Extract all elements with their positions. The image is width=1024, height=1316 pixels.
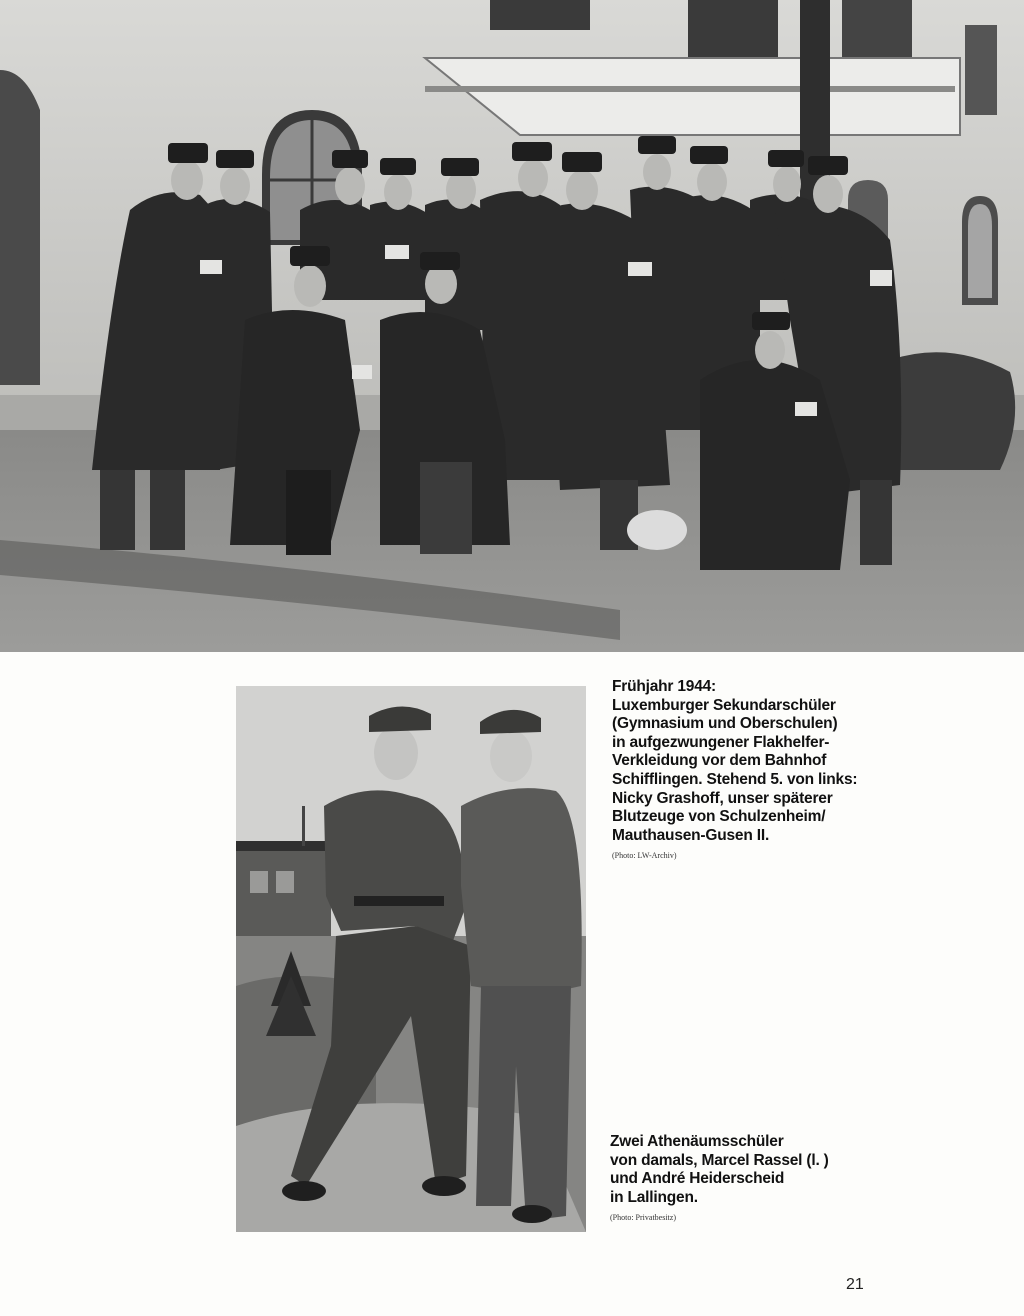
caption-line: Verkleidung vor dem Bahnhof	[612, 752, 827, 770]
caption-line: und André Heiderscheid	[610, 1170, 785, 1188]
caption-line: von damals, Marcel Rassel (l. )	[610, 1151, 829, 1169]
caption-line: Blutzeuge von Schulzenheim/	[612, 808, 826, 826]
group-photo	[0, 0, 1024, 652]
caption-line: (Gymnasium und Oberschulen)	[612, 715, 838, 733]
caption-line: Schifflingen. Stehend 5. von links:	[612, 770, 858, 788]
caption-line: in Lallingen.	[610, 1188, 698, 1206]
caption-line: Frühjahr 1944:	[612, 678, 717, 695]
bottom-photo-caption	[610, 1133, 870, 1223]
caption-line: Nicky Grashoff, unser späterer	[612, 789, 833, 807]
caption-line: Zwei Athenäumsschüler	[610, 1133, 784, 1150]
caption-line: Mauthausen-Gusen II.	[612, 826, 770, 844]
page-number: 21	[846, 1276, 864, 1293]
two-students-photo	[236, 686, 586, 1232]
photo-credit: (Photo: Privatbesitz)	[610, 1213, 676, 1223]
photo-credit: (Photo: LW-Archiv)	[612, 851, 677, 861]
caption-line: in aufgezwungener Flakhelfer-	[612, 733, 830, 751]
caption-line: Luxemburger Sekundarschüler	[612, 696, 836, 714]
top-photo-caption	[612, 678, 912, 861]
